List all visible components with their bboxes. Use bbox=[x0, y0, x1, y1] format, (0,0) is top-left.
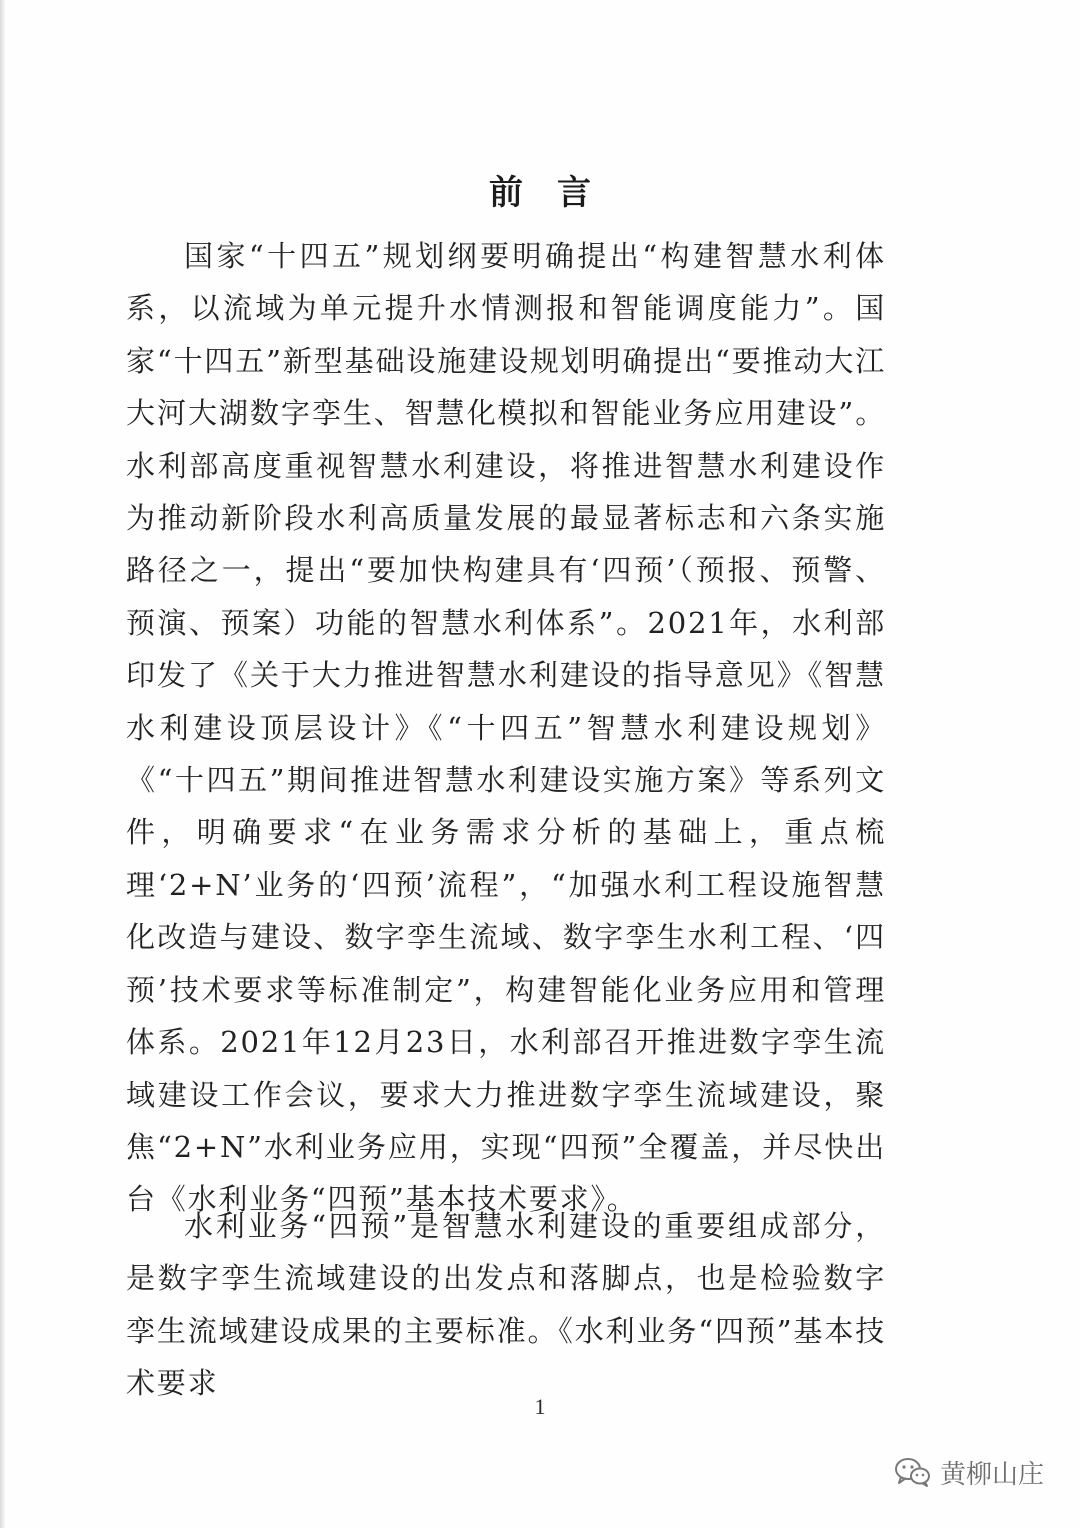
body-text-block-1 bbox=[126, 230, 886, 1226]
scan-edge bbox=[0, 0, 6, 1528]
watermark-text: 黄柳山庄 bbox=[939, 1459, 1044, 1490]
account-watermark bbox=[894, 1452, 1044, 1492]
paragraph-1: 国家“十四五”规划纲要明确提出“构建智慧水利体系，以流域为单元提升水情测报和智能调度能力”。国家“十四五”新型基础设施建设规划明确提出“要推动大江大河大湖数字孪生、智慧化模拟和智能业务应用建设”。水利部高度重视智慧水利建设，将推进智慧水利建设作为推动新阶段水利高质量发展的最显著标志和六条实施路径之一，提出“要加快构建具有‘四预’（预报、预警、预演、预案）功能的智慧水利体系”。2021年，水利部印发了《关于大力推进智慧水利建设的指导意见》《智慧水利建设顶层设计》《“十四五”智慧水利建设规划》《“十四五”期间推进智慧水利建设实施方案》等系列文件，明确要求“在业务需求分析的基础上，重点梳理‘2+N’业务的‘四预’流程”，“加强水利工程设施智慧化改造与建设、数字孪生流域、数字孪生水利工程、‘四预’技术要求等标准制定”，构建智能化业务应用和管理体系。2021年12月23日，水利部召开推进数字孪生流域建设工作会议，要求大力推进数字孪生流域建设，聚焦“2+N”水利业务应用，实现“四预”全覆盖，并尽快出台《水利业务“四预”基本技术要求》。 bbox=[126, 239, 886, 1217]
wechat-icon bbox=[894, 1456, 932, 1488]
body-text-block-2 bbox=[126, 1200, 886, 1410]
page-number: 1 bbox=[534, 1394, 546, 1419]
paragraph-2: 水利业务“四预”是智慧水利建设的重要组成部分，是数字孪生流域建设的出发点和落脚点，也是检验数字孪生流域建设成果的主要标准。《水利业务“四预”基本技术要求 bbox=[126, 1209, 886, 1401]
page-title: 前言 bbox=[489, 173, 625, 213]
